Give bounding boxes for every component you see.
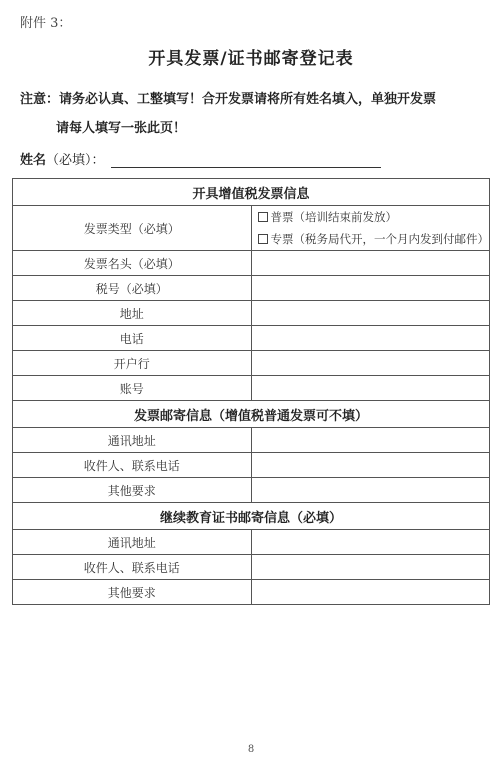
invoice-mail-address-label: 通讯地址 [13,428,252,453]
invoice-mail-address-field[interactable] [251,428,490,453]
option-regular-invoice-label: 普票（培训结束前发放） [270,210,397,224]
tax-id-label: 税号（必填） [13,276,252,301]
option-special-invoice[interactable] [252,228,490,250]
notice-line-1: 注意：请务必认真、工整填写！合开发票请将所有姓名填入，单独开发票 [20,92,437,107]
bank-label: 开户行 [13,351,252,376]
invoice-recipient-label: 收件人、联系电话 [13,453,252,478]
checkbox-icon[interactable] [258,234,268,244]
invoice-recipient-field[interactable] [251,453,490,478]
cert-other-label: 其他要求 [13,580,252,605]
invoice-other-label: 其他要求 [13,478,252,503]
section-title-certificate-mailing: 继续教育证书邮寄信息（必填） [13,503,490,530]
address-field[interactable] [251,301,490,326]
name-hint: （必填）： [46,153,105,168]
address-label: 地址 [13,301,252,326]
page-title: 开具发票/证书邮寄登记表 [148,49,354,69]
section-title-invoice-mailing: 发票邮寄信息（增值税普通发票可不填） [13,401,490,428]
notice-line-2: 请每人填写一张此页！ [56,121,187,136]
checkbox-icon[interactable] [258,212,268,222]
cert-other-field[interactable] [251,580,490,605]
invoice-other-field[interactable] [251,478,490,503]
attachment-label: 附件 3： [20,16,72,31]
section-title-invoice-info: 开具增值税发票信息 [13,179,490,206]
name-row [20,149,381,168]
name-label: 姓名 [20,153,47,168]
account-label: 账号 [13,376,252,401]
account-field[interactable] [251,376,490,401]
cert-mail-address-label: 通讯地址 [13,530,252,555]
invoice-title-label: 发票名头（必填） [13,251,252,276]
cert-mail-address-field[interactable] [251,530,490,555]
cert-recipient-field[interactable] [251,555,490,580]
invoice-type-options [251,206,490,251]
cert-recipient-label: 收件人、联系电话 [13,555,252,580]
name-field[interactable] [111,153,381,168]
option-regular-invoice[interactable] [252,206,490,228]
phone-field[interactable] [251,326,490,351]
invoice-type-label: 发票类型（必填） [13,206,252,251]
invoice-title-field[interactable] [251,251,490,276]
bank-field[interactable] [251,351,490,376]
page-number: 8 [247,744,255,755]
tax-id-field[interactable] [251,276,490,301]
option-special-invoice-label: 专票（税务局代开，一个月内发到付邮件） [270,232,489,246]
phone-label: 电话 [13,326,252,351]
registration-table [12,178,490,605]
